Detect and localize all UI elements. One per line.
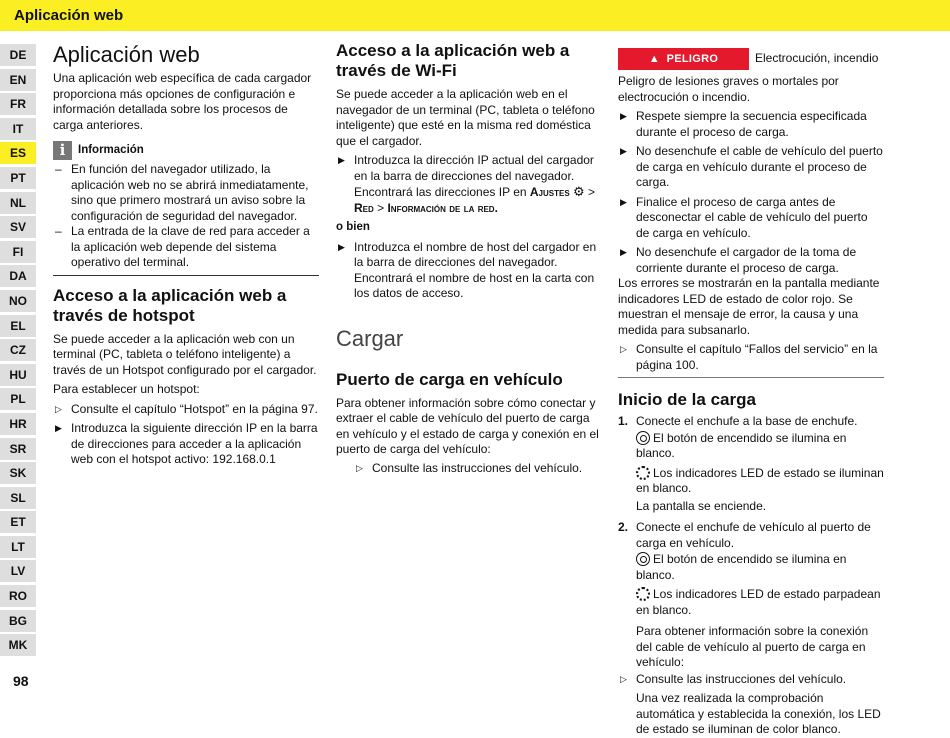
header-bar: [0, 0, 950, 31]
language-tab-nl[interactable]: NL: [0, 192, 36, 214]
language-tab-el[interactable]: EL: [0, 315, 36, 337]
language-tab-pt[interactable]: PT: [0, 167, 36, 189]
danger-badge: ▲ PELIGRO: [618, 48, 749, 70]
power-button-icon: [636, 552, 650, 566]
or-label: o bien: [336, 221, 370, 233]
intro-text: Una aplicación web específica de cada cargador proporciona más opciones de configuración e información detallada sobre los procesos de carga anteriores.: [53, 71, 312, 132]
errors-reference: ▷ Consulte el capítulo “Fallos del servicio” en la página 100.: [620, 342, 878, 372]
language-tab-fr[interactable]: FR: [0, 93, 36, 115]
divider: [618, 377, 884, 378]
inicio-heading: Inicio de la carga: [618, 390, 756, 409]
wifi-step: ▶ Introduzca el nombre de host del cargador en la barra de direcciones del navegador. Encontrará el nombre de host en la carta con los datos de acceso.: [338, 239, 597, 300]
language-tab-sl[interactable]: SL: [0, 487, 36, 509]
reference-arrow-icon: ▷: [620, 673, 627, 684]
step-1: 1. Conecte el enchufe a la base de enchufe.: [618, 414, 858, 428]
puerto-text: Para obtener información sobre cómo conectar y extraer el cable de vehículo del puerto de carga en vehículo y el estado de carga y conexión en el puerto de carga del vehículo:: [336, 395, 599, 456]
puerto-reference: ▷ Consulte las instrucciones del vehículo.: [356, 460, 583, 475]
hotspot-step: ▶ Introduzca la siguiente dirección IP en la barra de direcciones para acceder a la aplicación web con el hotspot activo: 192.168.0.1: [55, 421, 318, 466]
danger-item: ▶ No desenchufe el cargador de la toma de corriente durante el proceso de carga.: [620, 245, 857, 275]
language-tab-bg[interactable]: BG: [0, 610, 36, 632]
language-tab-ro[interactable]: RO: [0, 585, 36, 607]
column-2: [336, 38, 602, 476]
step-arrow-icon: ▶: [620, 146, 627, 156]
column-3: [618, 38, 884, 738]
language-tab-de[interactable]: DE: [0, 44, 36, 66]
info-icon: i: [53, 141, 72, 160]
step-arrow-icon: ▶: [620, 111, 627, 121]
language-tab-lt[interactable]: LT: [0, 536, 36, 558]
info-box: [53, 141, 319, 160]
wifi-heading: Acceso a la aplicación web a través de Wi-Fi: [336, 41, 570, 80]
hotspot-reference: ▷ Consulte el capítulo “Hotspot” en la página 97.: [55, 401, 318, 416]
language-tab-no[interactable]: NO: [0, 290, 36, 312]
step-2-result: Los indicadores LED de estado parpadean en blanco.: [636, 587, 881, 617]
led-ring-icon: [636, 466, 650, 480]
page-title: Aplicación web: [53, 42, 200, 67]
language-tab-fi[interactable]: FI: [0, 241, 36, 263]
reference-arrow-icon: ▷: [620, 344, 627, 354]
section-title: Cargar: [336, 325, 404, 351]
info-label: Información: [78, 143, 144, 156]
language-tab-it[interactable]: IT: [0, 118, 36, 140]
danger-title: Electrocución, incendio: [755, 51, 879, 66]
warning-icon: ▲: [648, 53, 660, 65]
wifi-step: ▶ Introduzca la dirección IP actual del cargador en la barra de direcciones del navegador. Encontrará las direcciones IP en Ajustes ⚙ > Red > Información de la red.: [338, 153, 596, 215]
language-tab-pl[interactable]: PL: [0, 388, 36, 410]
language-tab-et[interactable]: ET: [0, 511, 36, 533]
language-tab-da[interactable]: DA: [0, 265, 36, 287]
step-1-result: Los indicadores LED de estado se iluminan en blanco.: [636, 465, 884, 495]
language-tab-en[interactable]: EN: [0, 69, 36, 91]
language-tab-mk[interactable]: MK: [0, 634, 36, 656]
danger-item: ▶ Finalice el proceso de carga antes de desconectar el cable de vehículo del puerto de carga en vehículo.: [620, 194, 868, 240]
gear-icon: ⚙: [573, 184, 585, 199]
wifi-text: Se puede acceder a la aplicación web en el navegador de un terminal (PC, tableta o teléfono inteligente) que esté en la misma red doméstica que el cargador.: [336, 87, 595, 148]
hotspot-heading: Acceso a la aplicación web a través de hotspot: [53, 285, 287, 325]
divider: [53, 275, 319, 276]
hotspot-text-2: Para establecer un hotspot:: [53, 382, 200, 396]
language-tab-hr[interactable]: HR: [0, 413, 36, 435]
step-2-result: El botón de encendido se ilumina en blanco.: [636, 552, 847, 582]
page-number: 98: [13, 673, 29, 689]
language-tab-sr[interactable]: SR: [0, 438, 36, 460]
language-nav: [0, 44, 36, 659]
step-1-result: La pantalla se enciende.: [636, 498, 767, 513]
language-tab-lv[interactable]: LV: [0, 560, 36, 582]
step-2-final: Una vez realizada la comprobación automática y establecida la conexión, los LED de estado se iluminan de color blanco.: [636, 691, 881, 736]
step-arrow-icon: ▶: [338, 241, 345, 252]
step-2: 2. Conecte el enchufe de vehículo al puerto de carga en vehículo.: [618, 520, 871, 550]
step-2-reference: ▷ Consulte las instrucciones del vehículo.: [620, 671, 847, 686]
errors-text: Los errores se mostrarán en la pantalla mediante indicadores LED de estado de color rojo. Se muestran el mensaje de error, la causa y una medida para subsanarlo.: [618, 276, 880, 337]
column-1: [53, 38, 319, 468]
danger-banner: [618, 48, 884, 70]
step-arrow-icon: ▶: [338, 155, 345, 165]
info-item: – En función del navegador utilizado, la aplicación web no se abrirá inmediatamente, sino que primero mostrará un aviso sobre la configuración de seguridad del navegador.: [55, 162, 309, 223]
step-arrow-icon: ▶: [620, 247, 627, 257]
danger-item: ▶ Respete siempre la secuencia especificada durante el proceso de carga.: [620, 109, 867, 139]
danger-text: Peligro de lesiones graves o mortales por electrocución o incendio.: [618, 74, 839, 104]
language-tab-es[interactable]: ES: [0, 142, 36, 164]
step-1-result: El botón de encendido se ilumina en blanco.: [636, 430, 847, 460]
power-button-icon: [636, 431, 650, 445]
language-tab-sk[interactable]: SK: [0, 462, 36, 484]
header-title: Aplicación web: [14, 7, 124, 24]
hotspot-text: Se puede acceder a la aplicación web con un terminal (PC, tableta o teléfono inteligente) a través de un Hotspot configurado por el cargador.: [53, 331, 317, 377]
reference-arrow-icon: ▷: [55, 403, 62, 414]
led-ring-icon: [636, 587, 650, 601]
language-tab-sv[interactable]: SV: [0, 216, 36, 238]
step-arrow-icon: ▶: [620, 196, 627, 207]
step-arrow-icon: ▶: [55, 423, 62, 433]
info-item: – La entrada de la clave de red para acceder a la aplicación web depende del sistema operativo del terminal.: [55, 224, 310, 269]
language-tab-cz[interactable]: CZ: [0, 339, 36, 361]
puerto-heading: Puerto de carga en vehículo: [336, 369, 563, 389]
step-2-info: Para obtener información sobre la conexión del cable de vehículo al puerto de carga en vehículo:: [636, 624, 869, 669]
danger-item: ▶ No desenchufe el cable de vehículo del puerto de carga en vehículo durante el proceso de carga.: [620, 144, 883, 189]
reference-arrow-icon: ▷: [356, 462, 363, 473]
language-tab-hu[interactable]: HU: [0, 364, 36, 386]
